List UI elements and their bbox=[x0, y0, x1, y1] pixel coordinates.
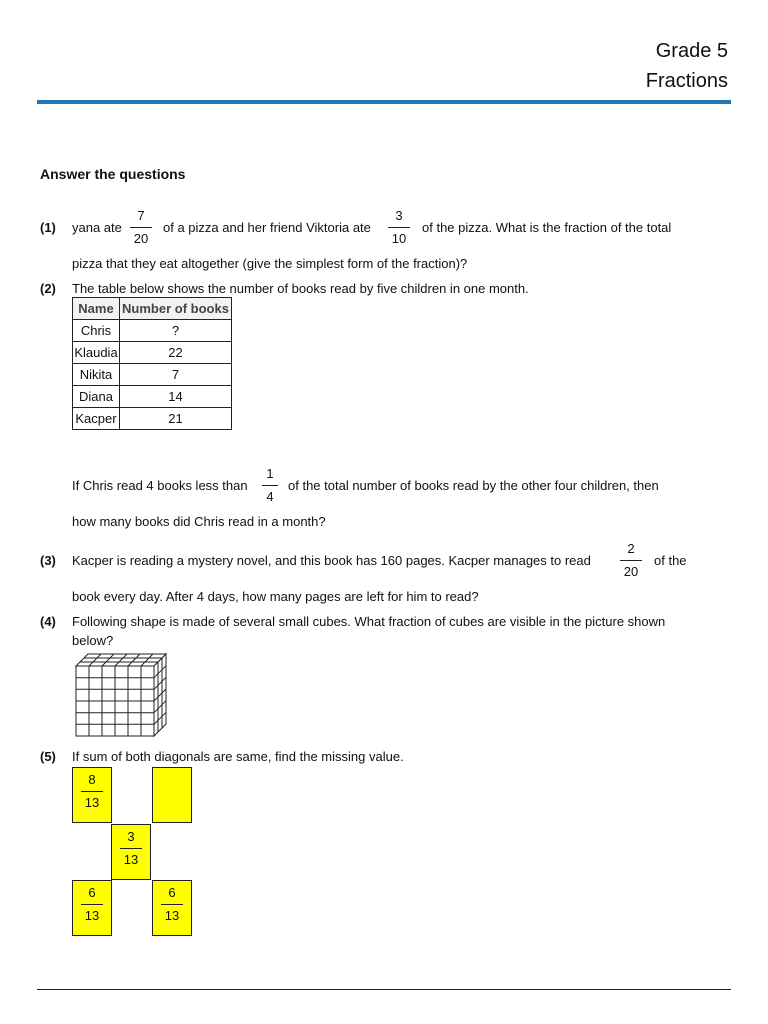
cell-books: 7 bbox=[120, 364, 232, 386]
numerator: 6 bbox=[88, 885, 96, 900]
numerator: 2 bbox=[627, 541, 635, 556]
table-row bbox=[73, 364, 232, 386]
table-row bbox=[73, 408, 232, 430]
cell-name: Chris bbox=[73, 320, 120, 342]
denominator: 13 bbox=[164, 908, 180, 923]
q4-line-1: Following shape is made of several small cubes. What fraction of cubes are visible in the picture shown bbox=[72, 614, 666, 629]
cell-fraction bbox=[73, 885, 111, 924]
header-rule bbox=[37, 100, 731, 104]
denominator: 4 bbox=[266, 489, 274, 504]
numerator: 8 bbox=[88, 772, 96, 787]
q3-fraction bbox=[620, 541, 642, 580]
cell-fraction bbox=[112, 829, 150, 868]
grade-title: Grade 5 bbox=[655, 40, 728, 62]
cell-fraction bbox=[73, 772, 111, 811]
fraction-bar bbox=[388, 227, 410, 228]
table-header-row bbox=[73, 298, 232, 320]
cell-books: 14 bbox=[120, 386, 232, 408]
header-name: Name bbox=[73, 298, 120, 320]
numerator: 3 bbox=[127, 829, 135, 844]
q2-fraction bbox=[262, 466, 278, 505]
numerator: 3 bbox=[395, 208, 403, 223]
question-4-number: (4) bbox=[40, 614, 56, 629]
cell-books: 21 bbox=[120, 408, 232, 430]
section-title: Answer the questions bbox=[40, 166, 186, 182]
grid-cell-bottom-left bbox=[72, 880, 112, 936]
cell-name: Nikita bbox=[73, 364, 120, 386]
q3-text-2: of the bbox=[654, 553, 687, 568]
q1-fraction-1 bbox=[130, 208, 152, 247]
numerator: 6 bbox=[168, 885, 176, 900]
q5-text: If sum of both diagonals are same, find the missing value. bbox=[72, 749, 404, 764]
q1-line-2: pizza that they eat altogether (give the simplest form of the fraction)? bbox=[72, 256, 468, 271]
q3-line-2: book every day. After 4 days, how many pages are left for him to read? bbox=[72, 589, 479, 604]
topic-title: Fractions bbox=[645, 70, 728, 92]
fraction-bar bbox=[161, 904, 183, 905]
denominator: 13 bbox=[123, 852, 139, 867]
cell-name: Klaudia bbox=[73, 342, 120, 364]
question-5-number: (5) bbox=[40, 749, 56, 764]
denominator: 20 bbox=[623, 564, 639, 579]
denominator: 10 bbox=[391, 231, 407, 246]
denominator: 13 bbox=[84, 795, 100, 810]
cell-name: Kacper bbox=[73, 408, 120, 430]
cell-name: Diana bbox=[73, 386, 120, 408]
q2-text-2: of the total number of books read by the other four children, then bbox=[288, 478, 659, 493]
cell-books: 22 bbox=[120, 342, 232, 364]
grid-cell-top-right-missing bbox=[152, 767, 192, 823]
grid-cell-top-left bbox=[72, 767, 112, 823]
q4-line-2: below? bbox=[72, 633, 114, 648]
books-table bbox=[72, 297, 232, 430]
fraction-bar bbox=[262, 485, 278, 486]
cell-books: ? bbox=[120, 320, 232, 342]
q1-fraction-2 bbox=[388, 208, 410, 247]
q1-text-1: yana ate bbox=[72, 220, 122, 235]
cube-stack-picture bbox=[74, 652, 168, 738]
denominator: 20 bbox=[133, 231, 149, 246]
numerator: 1 bbox=[266, 466, 274, 481]
q3-text-1: Kacper is reading a mystery novel, and this book has 160 pages. Kacper manages to read bbox=[72, 553, 591, 568]
q2-intro: The table below shows the number of books read by five children in one month. bbox=[72, 281, 529, 296]
cell-fraction bbox=[153, 885, 191, 924]
question-2-number: (2) bbox=[40, 281, 56, 296]
fraction-bar bbox=[130, 227, 152, 228]
question-3-number: (3) bbox=[40, 553, 56, 568]
fraction-bar bbox=[81, 791, 103, 792]
table-row bbox=[73, 342, 232, 364]
denominator: 13 bbox=[84, 908, 100, 923]
q2-text-1: If Chris read 4 books less than bbox=[72, 478, 248, 493]
grid-cell-center bbox=[111, 824, 151, 880]
table-row bbox=[73, 320, 232, 342]
fraction-bar bbox=[120, 848, 142, 849]
q1-text-2: of a pizza and her friend Viktoria ate bbox=[163, 220, 371, 235]
numerator: 7 bbox=[137, 208, 145, 223]
question-1-number: (1) bbox=[40, 220, 56, 235]
q1-text-3: of the pizza. What is the fraction of the total bbox=[422, 220, 672, 235]
fraction-bar bbox=[620, 560, 642, 561]
grid-cell-bottom-right bbox=[152, 880, 192, 936]
fraction-bar bbox=[81, 904, 103, 905]
table-row bbox=[73, 386, 232, 408]
footer-rule bbox=[37, 989, 731, 990]
header-books: Number of books bbox=[120, 298, 232, 320]
q2-line-2: how many books did Chris read in a month? bbox=[72, 514, 326, 529]
